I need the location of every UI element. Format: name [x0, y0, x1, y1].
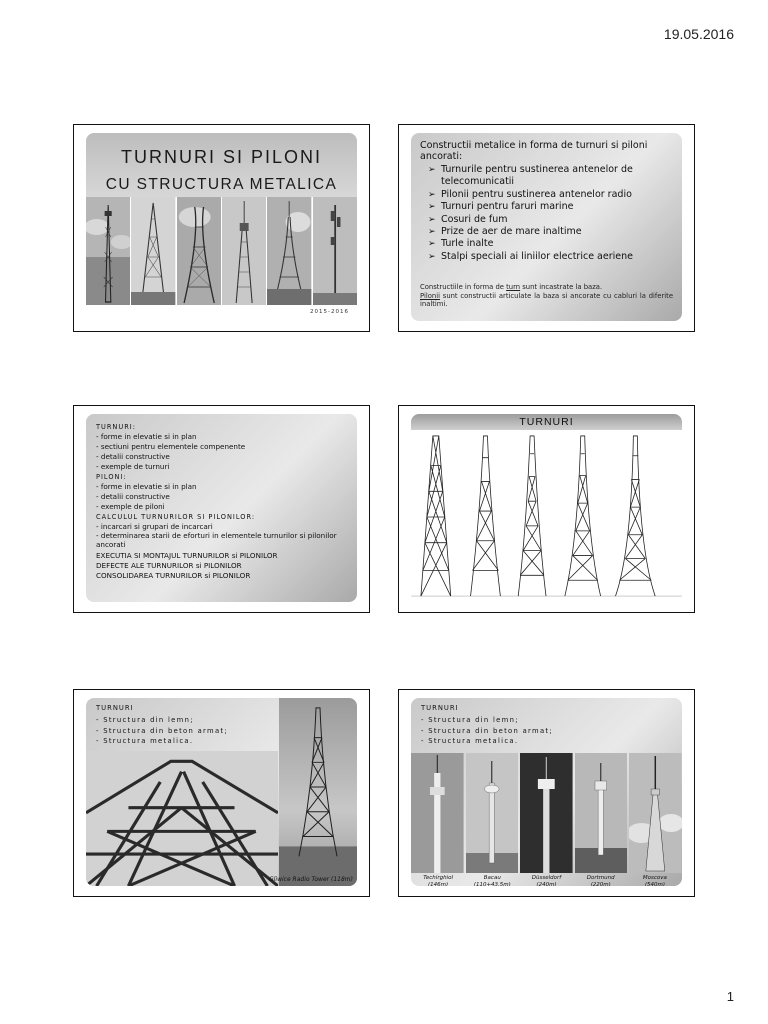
arrow-bullet-icon: ➢ [428, 251, 436, 262]
section-label: TURNURI [96, 704, 134, 712]
section-heading: PILONI: [96, 473, 127, 481]
tower-photo [131, 197, 176, 305]
tower-photo [222, 197, 267, 305]
arrow-bullet-icon: ➢ [428, 214, 436, 225]
section-label: TURNURI [421, 704, 459, 712]
slide-thumbnail-tower-shapes [398, 405, 695, 613]
intro-text: Constructii metalice in forma de turnuri si piloni ancorati: [420, 140, 648, 162]
gliwice-tower-photo [279, 698, 357, 886]
contents-list [96, 422, 349, 581]
list-item: - forme in elevatie si in plan [96, 432, 197, 441]
list-item: - incarcari si grupari de incarcari [96, 522, 213, 531]
tower-caption: Dortmund (220m) [586, 875, 615, 886]
pylon-note: Pilonii sunt constructii articulate la baza si ancorate cu cabluri la diferite inaltimi. [420, 292, 673, 309]
arrow-bullet-icon: ➢ [428, 189, 436, 200]
tower-photo [313, 197, 357, 305]
list-item: ➢ Stalpi speciali ai liniilor electrice aeriene [428, 250, 633, 262]
tower-captions [411, 875, 682, 886]
list-item: ➢ Pilonii pentru sustinerea antenelor radio [428, 188, 632, 200]
arrow-bullet-icon: ➢ [428, 239, 436, 250]
slide-thumbnail-concrete-towers [398, 689, 695, 897]
list-item: - sectiuni pentru elementele compenente [96, 442, 246, 451]
structure-types-list [96, 715, 228, 747]
wood-lattice-photo [86, 751, 278, 886]
title-banner [86, 133, 357, 197]
list-item: - Structura din beton armat; [421, 726, 553, 735]
structure-types-list [421, 715, 553, 747]
photo-caption: Gliwice Radio Tower (118m) [269, 876, 353, 883]
page-date: 19.05.2016 [663, 26, 734, 42]
list-item: ➢ Turnuri pentru faruri marine [428, 201, 574, 213]
tower-photo [466, 753, 519, 873]
tower-elevation-drawings [411, 432, 682, 602]
tower-photo-strip [86, 197, 357, 305]
slide-thumbnail-intro [398, 124, 695, 332]
section-heading: CALCULUL TURNURILOR SI PILONILOR: [96, 513, 256, 521]
tower-caption: Moscova (540m) [642, 875, 667, 886]
slide-thumbnail-title [73, 124, 370, 332]
slide-title: TURNURI [411, 414, 682, 430]
list-item: - exemple de turnuri [96, 462, 170, 471]
list-item: ➢ Turle inalte [428, 238, 494, 250]
tv-tower-photos [411, 753, 682, 873]
list-item: - Structura din beton armat; [96, 726, 228, 735]
section-heading: CONSOLIDAREA TURNURILOR si PILONILOR [96, 571, 251, 580]
slide-thumbnail-contents [73, 405, 370, 613]
arrow-bullet-icon: ➢ [428, 202, 436, 213]
list-item: - Structura metalica. [96, 737, 194, 745]
tower-photo [411, 753, 464, 873]
list-item: - exemple de piloni [96, 502, 165, 511]
tower-photo [177, 197, 222, 305]
arrow-bullet-icon: ➢ [428, 227, 436, 238]
slide-title: TURNURI SI PILONI [120, 147, 323, 167]
section-heading: DEFECTE ALE TURNURILOR si PILONILOR [96, 561, 242, 570]
tower-photo [520, 753, 573, 873]
tower-caption: Bacau (110+43,5m) [473, 875, 511, 886]
list-item: - forme in elevatie si in plan [96, 482, 197, 491]
tower-caption: Techirghiol (146m) [423, 875, 453, 886]
section-heading: TURNURI: [96, 423, 136, 431]
tower-photo [86, 197, 131, 305]
list-item: - detalii constructive [96, 492, 170, 501]
tower-caption: Düsseldorf (240m) [531, 875, 562, 886]
list-item: - Structura metalica. [421, 737, 519, 745]
academic-year: 2015-2016 [310, 309, 349, 315]
list-item: - determinarea starii de eforturi in elementele turnurilor si pilonilor ancorati [96, 531, 337, 549]
list-item: - Structura din lemn; [96, 716, 194, 724]
tower-photo [267, 197, 312, 305]
list-item: ➢ Turnurile pentru sustinerea antenelor de telecomunicatii [428, 164, 633, 188]
list-item: - Structura din lemn; [421, 716, 519, 724]
arrow-bullet-icon: ➢ [428, 165, 436, 175]
section-heading: EXECUTIA SI MONTAJUL TURNURILOR si PILONILOR [96, 551, 278, 560]
list-item: - detalii constructive [96, 452, 170, 461]
slide-thumbnail-wood-tower [73, 689, 370, 897]
list-item: ➢ Prize de aer de mare inaltime [428, 226, 582, 238]
tower-note: Constructiile in forma de turn sunt incastrate la baza. [420, 283, 603, 291]
slide-subtitle: CU STRUCTURA METALICA [105, 176, 338, 193]
tower-photo [575, 753, 628, 873]
page-number: 1 [726, 989, 734, 1004]
construction-types-list [428, 164, 676, 263]
tower-photo [629, 753, 682, 873]
list-item: ➢ Cosuri de fum [428, 213, 508, 225]
